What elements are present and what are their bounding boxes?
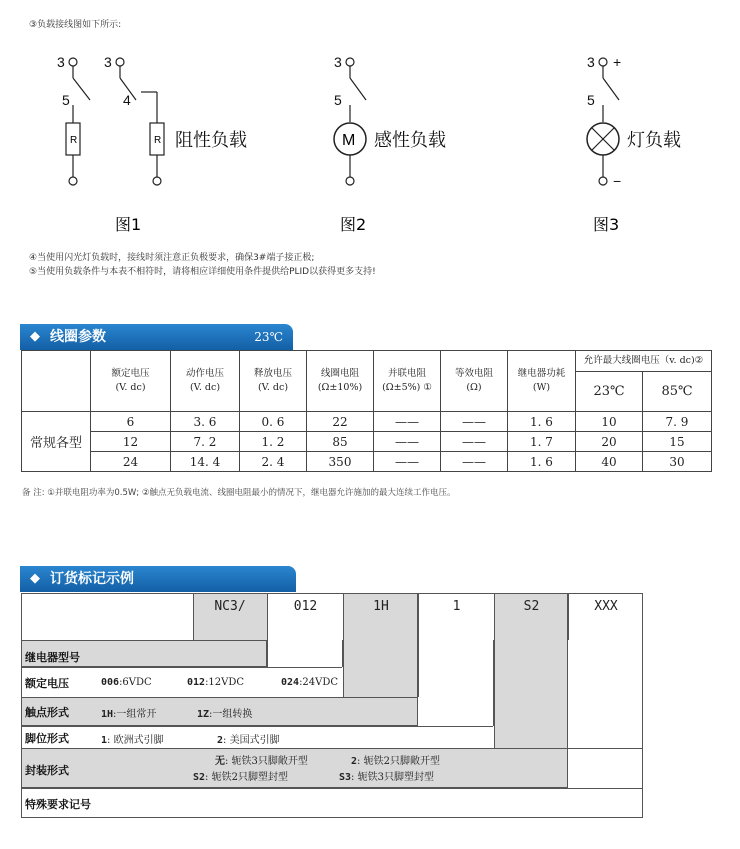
voltage-option-024: 024:24VDC [281, 677, 339, 688]
table-row [22, 452, 712, 472]
cell: 22 [307, 412, 374, 432]
cell: 30 [643, 452, 712, 472]
fig2-load-label: 感性负载 [374, 130, 446, 151]
header-release-voltage: 释放电压 (V. dc) [240, 351, 307, 412]
row-label-model: 继电器型号 [25, 651, 80, 664]
cell: —— [374, 452, 441, 472]
wiring-note-5: ⑤当使用负载条件与本表不相符时，请将相应详细使用条件提供给PLID以获得更多支持! [29, 267, 376, 277]
cell: 1. 2 [240, 432, 307, 452]
header-max-85: 85℃ [643, 372, 712, 412]
row-label-special: 特殊要求记号 [25, 798, 91, 811]
cell: 2. 4 [240, 452, 307, 472]
fig1-pin4: 4 [123, 92, 131, 108]
row-label-pin: 脚位形式 [25, 732, 69, 745]
fig1-pin3-b: 3 [104, 54, 112, 70]
order-diagram [21, 593, 643, 818]
wiring-note: ③负载接线图如下所示: [29, 20, 122, 30]
package-option-none: 无: 轭铁3只脚敞开型 [215, 756, 308, 767]
pin-option-1: 1: 欧洲式引脚 [101, 735, 164, 746]
cell: —— [374, 412, 441, 432]
diamond-icon: ◆ [30, 329, 40, 344]
wiring-diagrams [0, 0, 740, 250]
header-max-23: 23℃ [576, 372, 643, 412]
coil-temp: 23℃ [254, 330, 283, 344]
order-section-tab [20, 566, 296, 592]
cell: 12 [91, 432, 171, 452]
code-package: S2 [494, 593, 568, 640]
fig1-resistor-a: R [70, 135, 78, 146]
header-rated-voltage: 额定电压 (V. dc) [91, 351, 171, 412]
motor-icon: M [342, 132, 356, 149]
fig1-pin5: 5 [62, 92, 70, 108]
code-special: XXX [568, 593, 643, 640]
cell: 1. 6 [508, 412, 576, 432]
coil-table [21, 350, 712, 472]
row-label-package: 封装形式 [25, 764, 69, 777]
cell: —— [441, 432, 508, 452]
header-pickup-voltage: 动作电压 (V. dc) [171, 351, 240, 412]
cell: 20 [576, 432, 643, 452]
coil-footnote: 备 注: ①并联电阻功率为0.5W; ②触点无负载电流、线圈电阻最小的情况下，继电器允许施加的最大连续工作电压。 [22, 488, 456, 498]
voltage-option-006: 006:6VDC [101, 677, 152, 688]
cell: 14. 4 [171, 452, 240, 472]
cell: 40 [576, 452, 643, 472]
cell: —— [374, 432, 441, 452]
header-equiv-resistance: 等效电阻 (Ω) [441, 351, 508, 412]
contact-option-1h: 1H:一组常开 [101, 709, 157, 720]
fig2-pin3: 3 [334, 54, 342, 70]
fig2-pin5: 5 [334, 92, 342, 108]
row-label-voltage: 额定电压 [25, 677, 69, 690]
voltage-option-012: 012:12VDC [187, 677, 245, 688]
header-max-voltage: 允许最大线圈电压（v. dc)② [576, 351, 712, 372]
code-pin: 1 [418, 593, 494, 640]
cell: 6 [91, 412, 171, 432]
fig2-caption: 图2 [340, 215, 367, 234]
table-row [22, 412, 712, 432]
table-row [22, 432, 712, 452]
cell: —— [441, 452, 508, 472]
cell: 85 [307, 432, 374, 452]
row-group-label: 常规各型 [22, 412, 91, 472]
contact-option-1z: 1Z:一组转换 [197, 709, 253, 720]
header-blank [22, 351, 91, 412]
wiring-note-4: ④当使用闪光灯负载时，接线时须注意正负极要求，确保3#端子接正极; [29, 253, 315, 263]
fig3-pin3: 3 [587, 54, 595, 70]
coil-title: 线圈参数 [50, 329, 106, 345]
cell: 15 [643, 432, 712, 452]
package-option-s3: S3: 轭铁3只脚塑封型 [339, 772, 434, 783]
fig1-resistor-b: R [154, 135, 162, 146]
cell: 3. 6 [171, 412, 240, 432]
fig3-pin5: 5 [587, 92, 595, 108]
row-label-contact: 触点形式 [25, 706, 69, 719]
fig1-caption: 图1 [115, 215, 142, 234]
cell: 7. 2 [171, 432, 240, 452]
cell: 10 [576, 412, 643, 432]
pin-option-2: 2: 美国式引脚 [217, 735, 280, 746]
cell: 0. 6 [240, 412, 307, 432]
cell: 350 [307, 452, 374, 472]
cell: 1. 7 [508, 432, 576, 452]
order-title: 订货标记示例 [50, 571, 134, 587]
fig1-pin3-a: 3 [57, 54, 65, 70]
header-parallel-resistance: 并联电阻 (Ω±5%) ① [374, 351, 441, 412]
header-coil-resistance: 线圈电阻 (Ω±10%) [307, 351, 374, 412]
fig3-minus: − [613, 173, 622, 189]
fig3-caption: 图3 [593, 215, 620, 234]
code-contact: 1H [343, 593, 418, 640]
fig3-load-label: 灯负载 [627, 130, 681, 151]
cell: 1. 6 [508, 452, 576, 472]
coil-section-tab [20, 324, 293, 350]
package-option-2: 2: 轭铁2只脚敞开型 [351, 756, 440, 767]
code-nc3: NC3/ [214, 599, 246, 614]
fig1-load-label: 阻性负载 [175, 130, 247, 151]
diamond-icon: ◆ [30, 571, 40, 586]
fig3-plus: + [613, 54, 622, 70]
package-option-s2: S2: 轭铁2只脚塑封型 [193, 772, 288, 783]
cell: 7. 9 [643, 412, 712, 432]
code-voltage: 012 [267, 593, 343, 640]
header-power: 继电器功耗 (W) [508, 351, 576, 412]
cell: —— [441, 412, 508, 432]
cell: 24 [91, 452, 171, 472]
